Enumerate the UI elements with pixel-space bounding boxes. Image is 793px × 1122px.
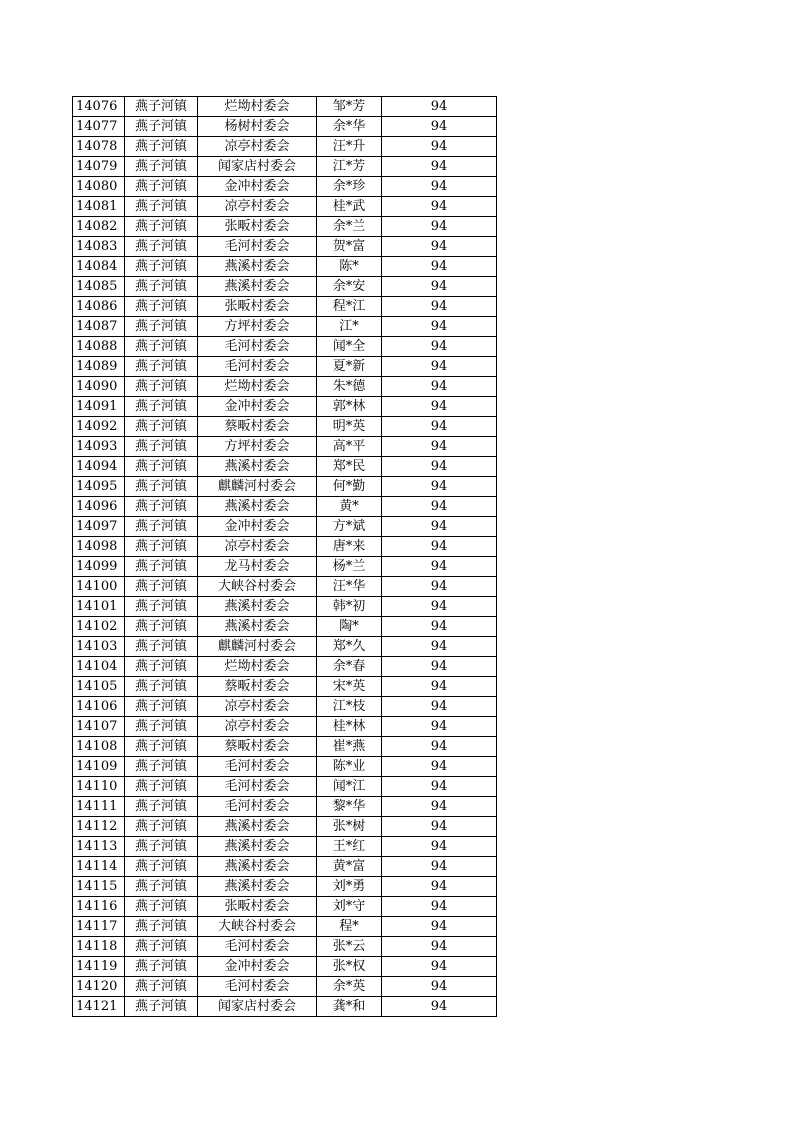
cell-name: 余*春 bbox=[317, 657, 382, 677]
cell-score: 94 bbox=[382, 397, 497, 417]
table-row bbox=[73, 617, 497, 637]
cell-id: 14117 bbox=[73, 917, 125, 937]
cell-town: 燕子河镇 bbox=[125, 977, 198, 997]
cell-id: 14111 bbox=[73, 797, 125, 817]
cell-village: 方坪村委会 bbox=[198, 437, 317, 457]
table-row bbox=[73, 937, 497, 957]
table-row bbox=[73, 457, 497, 477]
table-row bbox=[73, 257, 497, 277]
cell-village: 凉亭村委会 bbox=[198, 197, 317, 217]
cell-score: 94 bbox=[382, 437, 497, 457]
cell-id: 14113 bbox=[73, 837, 125, 857]
cell-town: 燕子河镇 bbox=[125, 357, 198, 377]
cell-village: 闻家店村委会 bbox=[198, 997, 317, 1017]
cell-village: 张畈村委会 bbox=[198, 897, 317, 917]
cell-village: 金冲村委会 bbox=[198, 397, 317, 417]
cell-score: 94 bbox=[382, 877, 497, 897]
cell-town: 燕子河镇 bbox=[125, 757, 198, 777]
cell-id: 14101 bbox=[73, 597, 125, 617]
cell-id: 14089 bbox=[73, 357, 125, 377]
cell-name: 刘*守 bbox=[317, 897, 382, 917]
cell-town: 燕子河镇 bbox=[125, 577, 198, 597]
cell-village: 杨树村委会 bbox=[198, 117, 317, 137]
table-row bbox=[73, 817, 497, 837]
cell-id: 14079 bbox=[73, 157, 125, 177]
cell-name: 余*安 bbox=[317, 277, 382, 297]
table-row bbox=[73, 337, 497, 357]
cell-id: 14092 bbox=[73, 417, 125, 437]
cell-name: 余*珍 bbox=[317, 177, 382, 197]
cell-town: 燕子河镇 bbox=[125, 557, 198, 577]
cell-village: 燕溪村委会 bbox=[198, 257, 317, 277]
cell-town: 燕子河镇 bbox=[125, 517, 198, 537]
cell-village: 毛河村委会 bbox=[198, 757, 317, 777]
table-row bbox=[73, 577, 497, 597]
cell-town: 燕子河镇 bbox=[125, 477, 198, 497]
cell-town: 燕子河镇 bbox=[125, 177, 198, 197]
cell-name: 刘*勇 bbox=[317, 877, 382, 897]
cell-town: 燕子河镇 bbox=[125, 417, 198, 437]
table-body bbox=[73, 97, 497, 1017]
cell-id: 14103 bbox=[73, 637, 125, 657]
cell-score: 94 bbox=[382, 577, 497, 597]
cell-score: 94 bbox=[382, 857, 497, 877]
cell-name: 江*枝 bbox=[317, 697, 382, 717]
cell-score: 94 bbox=[382, 737, 497, 757]
cell-score: 94 bbox=[382, 537, 497, 557]
cell-town: 燕子河镇 bbox=[125, 817, 198, 837]
cell-village: 凉亭村委会 bbox=[198, 537, 317, 557]
cell-town: 燕子河镇 bbox=[125, 97, 198, 117]
cell-score: 94 bbox=[382, 477, 497, 497]
cell-town: 燕子河镇 bbox=[125, 397, 198, 417]
cell-name: 程*江 bbox=[317, 297, 382, 317]
table-row bbox=[73, 637, 497, 657]
cell-name: 何*勤 bbox=[317, 477, 382, 497]
cell-name: 汪*华 bbox=[317, 577, 382, 597]
cell-name: 方*斌 bbox=[317, 517, 382, 537]
table-row bbox=[73, 397, 497, 417]
cell-id: 14100 bbox=[73, 577, 125, 597]
cell-id: 14106 bbox=[73, 697, 125, 717]
cell-town: 燕子河镇 bbox=[125, 877, 198, 897]
table-row bbox=[73, 317, 497, 337]
cell-name: 郭*林 bbox=[317, 397, 382, 417]
cell-id: 14085 bbox=[73, 277, 125, 297]
cell-name: 龚*和 bbox=[317, 997, 382, 1017]
cell-name: 余*华 bbox=[317, 117, 382, 137]
cell-village: 燕溪村委会 bbox=[198, 817, 317, 837]
cell-score: 94 bbox=[382, 197, 497, 217]
cell-village: 燕溪村委会 bbox=[198, 857, 317, 877]
table-row bbox=[73, 197, 497, 217]
table-row bbox=[73, 977, 497, 997]
cell-town: 燕子河镇 bbox=[125, 597, 198, 617]
cell-name: 宋*英 bbox=[317, 677, 382, 697]
data-table bbox=[72, 96, 497, 1017]
cell-village: 毛河村委会 bbox=[198, 977, 317, 997]
cell-village: 毛河村委会 bbox=[198, 357, 317, 377]
cell-town: 燕子河镇 bbox=[125, 677, 198, 697]
cell-id: 14098 bbox=[73, 537, 125, 557]
cell-id: 14091 bbox=[73, 397, 125, 417]
cell-id: 14082 bbox=[73, 217, 125, 237]
cell-id: 14087 bbox=[73, 317, 125, 337]
cell-town: 燕子河镇 bbox=[125, 117, 198, 137]
cell-id: 14104 bbox=[73, 657, 125, 677]
cell-name: 张*权 bbox=[317, 957, 382, 977]
cell-name: 杨*兰 bbox=[317, 557, 382, 577]
cell-name: 江* bbox=[317, 317, 382, 337]
cell-town: 燕子河镇 bbox=[125, 897, 198, 917]
cell-name: 黄* bbox=[317, 497, 382, 517]
cell-id: 14112 bbox=[73, 817, 125, 837]
cell-town: 燕子河镇 bbox=[125, 837, 198, 857]
cell-village: 蔡畈村委会 bbox=[198, 677, 317, 697]
table-row bbox=[73, 997, 497, 1017]
table-row bbox=[73, 537, 497, 557]
cell-id: 14107 bbox=[73, 717, 125, 737]
table-row bbox=[73, 437, 497, 457]
cell-name: 唐*来 bbox=[317, 537, 382, 557]
cell-town: 燕子河镇 bbox=[125, 937, 198, 957]
cell-id: 14096 bbox=[73, 497, 125, 517]
cell-id: 14118 bbox=[73, 937, 125, 957]
cell-score: 94 bbox=[382, 617, 497, 637]
cell-village: 张畈村委会 bbox=[198, 297, 317, 317]
cell-name: 崔*燕 bbox=[317, 737, 382, 757]
cell-score: 94 bbox=[382, 917, 497, 937]
cell-score: 94 bbox=[382, 417, 497, 437]
cell-score: 94 bbox=[382, 657, 497, 677]
cell-village: 燕溪村委会 bbox=[198, 617, 317, 637]
cell-name: 夏*新 bbox=[317, 357, 382, 377]
cell-name: 张*云 bbox=[317, 937, 382, 957]
cell-score: 94 bbox=[382, 257, 497, 277]
cell-name: 张*树 bbox=[317, 817, 382, 837]
cell-village: 龙马村委会 bbox=[198, 557, 317, 577]
cell-score: 94 bbox=[382, 237, 497, 257]
cell-name: 程* bbox=[317, 917, 382, 937]
cell-name: 邹*芳 bbox=[317, 97, 382, 117]
cell-score: 94 bbox=[382, 377, 497, 397]
table-row bbox=[73, 677, 497, 697]
cell-town: 燕子河镇 bbox=[125, 777, 198, 797]
cell-id: 14109 bbox=[73, 757, 125, 777]
cell-id: 14114 bbox=[73, 857, 125, 877]
cell-town: 燕子河镇 bbox=[125, 377, 198, 397]
cell-id: 14116 bbox=[73, 897, 125, 917]
table-row bbox=[73, 857, 497, 877]
table-row bbox=[73, 177, 497, 197]
cell-town: 燕子河镇 bbox=[125, 617, 198, 637]
cell-name: 高*平 bbox=[317, 437, 382, 457]
table-row bbox=[73, 557, 497, 577]
cell-id: 14080 bbox=[73, 177, 125, 197]
table-row bbox=[73, 517, 497, 537]
cell-name: 汪*升 bbox=[317, 137, 382, 157]
table-row bbox=[73, 797, 497, 817]
cell-name: 郑*久 bbox=[317, 637, 382, 657]
cell-town: 燕子河镇 bbox=[125, 637, 198, 657]
cell-name: 朱*德 bbox=[317, 377, 382, 397]
cell-score: 94 bbox=[382, 837, 497, 857]
cell-town: 燕子河镇 bbox=[125, 657, 198, 677]
table-row bbox=[73, 117, 497, 137]
cell-village: 烂坳村委会 bbox=[198, 657, 317, 677]
cell-id: 14090 bbox=[73, 377, 125, 397]
cell-town: 燕子河镇 bbox=[125, 257, 198, 277]
cell-score: 94 bbox=[382, 757, 497, 777]
cell-score: 94 bbox=[382, 817, 497, 837]
cell-score: 94 bbox=[382, 157, 497, 177]
cell-score: 94 bbox=[382, 597, 497, 617]
cell-village: 毛河村委会 bbox=[198, 337, 317, 357]
table-row bbox=[73, 917, 497, 937]
cell-score: 94 bbox=[382, 497, 497, 517]
cell-village: 凉亭村委会 bbox=[198, 717, 317, 737]
cell-village: 金冲村委会 bbox=[198, 517, 317, 537]
cell-village: 大峡谷村委会 bbox=[198, 577, 317, 597]
cell-town: 燕子河镇 bbox=[125, 717, 198, 737]
cell-village: 金冲村委会 bbox=[198, 177, 317, 197]
cell-score: 94 bbox=[382, 97, 497, 117]
cell-village: 毛河村委会 bbox=[198, 777, 317, 797]
table-row bbox=[73, 597, 497, 617]
cell-town: 燕子河镇 bbox=[125, 197, 198, 217]
cell-town: 燕子河镇 bbox=[125, 217, 198, 237]
cell-score: 94 bbox=[382, 697, 497, 717]
cell-town: 燕子河镇 bbox=[125, 697, 198, 717]
cell-town: 燕子河镇 bbox=[125, 157, 198, 177]
table-row bbox=[73, 697, 497, 717]
cell-name: 桂*武 bbox=[317, 197, 382, 217]
cell-score: 94 bbox=[382, 177, 497, 197]
cell-name: 江*芳 bbox=[317, 157, 382, 177]
cell-id: 14099 bbox=[73, 557, 125, 577]
cell-id: 14110 bbox=[73, 777, 125, 797]
cell-name: 黄*富 bbox=[317, 857, 382, 877]
cell-score: 94 bbox=[382, 957, 497, 977]
cell-village: 凉亭村委会 bbox=[198, 137, 317, 157]
cell-score: 94 bbox=[382, 997, 497, 1017]
cell-town: 燕子河镇 bbox=[125, 337, 198, 357]
cell-id: 14083 bbox=[73, 237, 125, 257]
cell-id: 14078 bbox=[73, 137, 125, 157]
cell-score: 94 bbox=[382, 637, 497, 657]
cell-score: 94 bbox=[382, 297, 497, 317]
cell-score: 94 bbox=[382, 557, 497, 577]
cell-village: 燕溪村委会 bbox=[198, 837, 317, 857]
cell-name: 陈*业 bbox=[317, 757, 382, 777]
table-row bbox=[73, 377, 497, 397]
cell-village: 闻家店村委会 bbox=[198, 157, 317, 177]
cell-village: 毛河村委会 bbox=[198, 937, 317, 957]
cell-id: 14115 bbox=[73, 877, 125, 897]
cell-village: 毛河村委会 bbox=[198, 237, 317, 257]
cell-village: 燕溪村委会 bbox=[198, 277, 317, 297]
cell-village: 麒麟河村委会 bbox=[198, 477, 317, 497]
table-row bbox=[73, 877, 497, 897]
cell-id: 14102 bbox=[73, 617, 125, 637]
cell-score: 94 bbox=[382, 937, 497, 957]
cell-id: 14105 bbox=[73, 677, 125, 697]
cell-town: 燕子河镇 bbox=[125, 317, 198, 337]
cell-village: 凉亭村委会 bbox=[198, 697, 317, 717]
cell-name: 黎*华 bbox=[317, 797, 382, 817]
cell-name: 陈* bbox=[317, 257, 382, 277]
table-row bbox=[73, 717, 497, 737]
cell-score: 94 bbox=[382, 277, 497, 297]
cell-score: 94 bbox=[382, 797, 497, 817]
cell-id: 14081 bbox=[73, 197, 125, 217]
cell-id: 14121 bbox=[73, 997, 125, 1017]
cell-score: 94 bbox=[382, 217, 497, 237]
cell-village: 蔡畈村委会 bbox=[198, 737, 317, 757]
table-row bbox=[73, 157, 497, 177]
cell-id: 14086 bbox=[73, 297, 125, 317]
cell-town: 燕子河镇 bbox=[125, 437, 198, 457]
cell-town: 燕子河镇 bbox=[125, 917, 198, 937]
table-row bbox=[73, 497, 497, 517]
cell-village: 燕溪村委会 bbox=[198, 457, 317, 477]
cell-score: 94 bbox=[382, 897, 497, 917]
table-row bbox=[73, 217, 497, 237]
table-row bbox=[73, 417, 497, 437]
table-row bbox=[73, 897, 497, 917]
cell-town: 燕子河镇 bbox=[125, 997, 198, 1017]
cell-score: 94 bbox=[382, 137, 497, 157]
cell-score: 94 bbox=[382, 317, 497, 337]
cell-id: 14108 bbox=[73, 737, 125, 757]
cell-name: 韩*初 bbox=[317, 597, 382, 617]
cell-score: 94 bbox=[382, 117, 497, 137]
cell-town: 燕子河镇 bbox=[125, 497, 198, 517]
cell-village: 烂坳村委会 bbox=[198, 97, 317, 117]
cell-score: 94 bbox=[382, 677, 497, 697]
table-row bbox=[73, 477, 497, 497]
cell-town: 燕子河镇 bbox=[125, 457, 198, 477]
cell-id: 14077 bbox=[73, 117, 125, 137]
cell-name: 桂*林 bbox=[317, 717, 382, 737]
cell-score: 94 bbox=[382, 357, 497, 377]
cell-village: 毛河村委会 bbox=[198, 797, 317, 817]
cell-id: 14094 bbox=[73, 457, 125, 477]
cell-name: 贺*富 bbox=[317, 237, 382, 257]
cell-village: 烂坳村委会 bbox=[198, 377, 317, 397]
cell-town: 燕子河镇 bbox=[125, 277, 198, 297]
cell-id: 14120 bbox=[73, 977, 125, 997]
cell-score: 94 bbox=[382, 337, 497, 357]
cell-name: 余*英 bbox=[317, 977, 382, 997]
cell-score: 94 bbox=[382, 457, 497, 477]
cell-score: 94 bbox=[382, 977, 497, 997]
cell-village: 张畈村委会 bbox=[198, 217, 317, 237]
cell-score: 94 bbox=[382, 777, 497, 797]
cell-id: 14095 bbox=[73, 477, 125, 497]
cell-village: 蔡畈村委会 bbox=[198, 417, 317, 437]
table-row bbox=[73, 97, 497, 117]
cell-village: 燕溪村委会 bbox=[198, 497, 317, 517]
table-row bbox=[73, 137, 497, 157]
cell-name: 闻*江 bbox=[317, 777, 382, 797]
cell-town: 燕子河镇 bbox=[125, 797, 198, 817]
cell-name: 王*红 bbox=[317, 837, 382, 857]
cell-id: 14093 bbox=[73, 437, 125, 457]
cell-id: 14088 bbox=[73, 337, 125, 357]
cell-score: 94 bbox=[382, 517, 497, 537]
cell-village: 燕溪村委会 bbox=[198, 877, 317, 897]
cell-town: 燕子河镇 bbox=[125, 857, 198, 877]
cell-id: 14097 bbox=[73, 517, 125, 537]
table-row bbox=[73, 657, 497, 677]
table-row bbox=[73, 777, 497, 797]
cell-town: 燕子河镇 bbox=[125, 237, 198, 257]
cell-town: 燕子河镇 bbox=[125, 537, 198, 557]
table-row bbox=[73, 297, 497, 317]
cell-village: 麒麟河村委会 bbox=[198, 637, 317, 657]
cell-name: 余*兰 bbox=[317, 217, 382, 237]
table-row bbox=[73, 737, 497, 757]
cell-village: 燕溪村委会 bbox=[198, 597, 317, 617]
cell-id: 14084 bbox=[73, 257, 125, 277]
cell-id: 14076 bbox=[73, 97, 125, 117]
cell-village: 金冲村委会 bbox=[198, 957, 317, 977]
cell-score: 94 bbox=[382, 717, 497, 737]
table-row bbox=[73, 837, 497, 857]
cell-village: 大峡谷村委会 bbox=[198, 917, 317, 937]
table-row bbox=[73, 237, 497, 257]
cell-town: 燕子河镇 bbox=[125, 737, 198, 757]
table-row bbox=[73, 277, 497, 297]
table-row bbox=[73, 357, 497, 377]
cell-name: 郑*民 bbox=[317, 457, 382, 477]
cell-id: 14119 bbox=[73, 957, 125, 977]
cell-name: 闻*全 bbox=[317, 337, 382, 357]
cell-name: 陶* bbox=[317, 617, 382, 637]
cell-town: 燕子河镇 bbox=[125, 137, 198, 157]
cell-town: 燕子河镇 bbox=[125, 957, 198, 977]
cell-village: 方坪村委会 bbox=[198, 317, 317, 337]
cell-town: 燕子河镇 bbox=[125, 297, 198, 317]
table-row bbox=[73, 757, 497, 777]
table-row bbox=[73, 957, 497, 977]
cell-name: 明*英 bbox=[317, 417, 382, 437]
